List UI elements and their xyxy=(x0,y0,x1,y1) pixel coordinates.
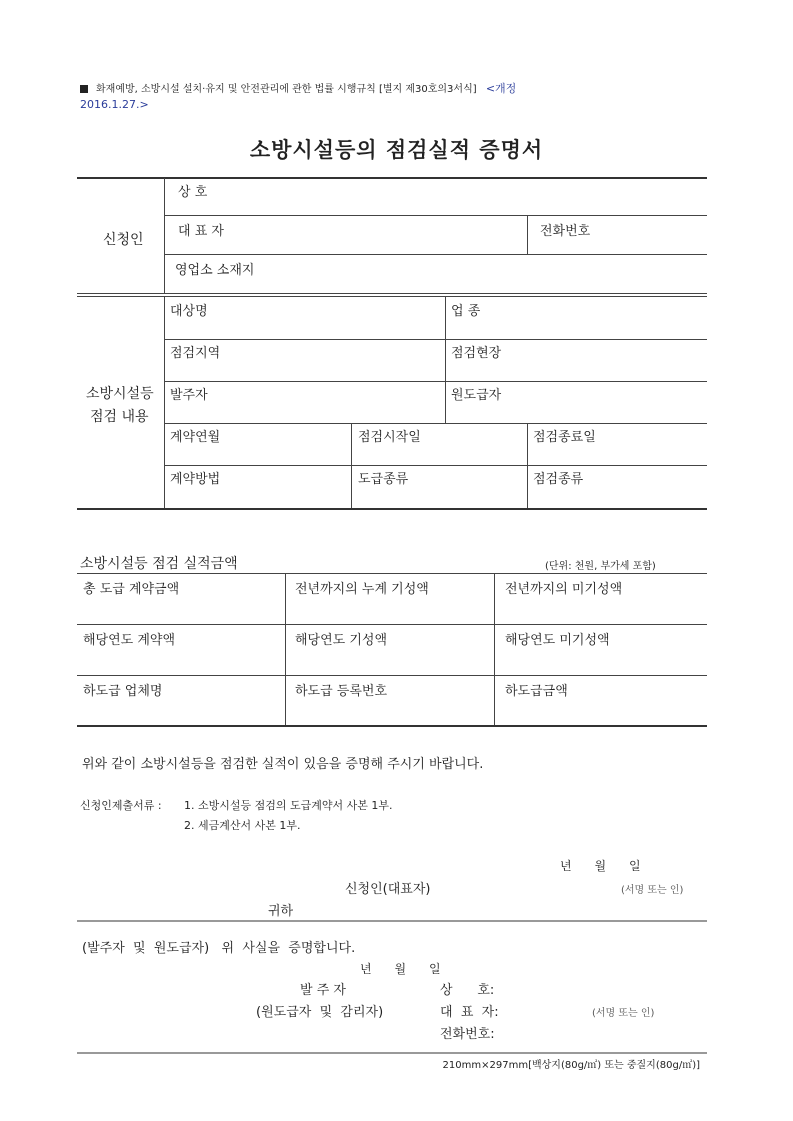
target-name-label: 대상명 xyxy=(170,304,208,319)
unit-note: (단위: 천원, 부가세 포함) xyxy=(545,561,656,572)
inspection-site-label: 점검현장 xyxy=(451,346,502,361)
regulation-header xyxy=(80,80,516,96)
applicant-sign-note: (서명 또는 인) xyxy=(621,885,684,896)
inspection-section-label-1: 소방시설등 xyxy=(86,386,154,402)
divider xyxy=(164,381,707,382)
application-date: 년 월 일 xyxy=(560,859,641,873)
office-location-label: 영업소 소재지 xyxy=(175,263,255,278)
inspection-type-label: 점검종류 xyxy=(533,472,584,487)
trade-name-label: 상 호 xyxy=(178,185,208,200)
revision-prefix: <개정 xyxy=(485,82,517,95)
amount-cell: 전년까지의 누계 기성액 xyxy=(295,582,429,597)
divider xyxy=(494,573,495,725)
contract-date-label: 계약연월 xyxy=(170,430,221,445)
amount-cell: 하도급금액 xyxy=(505,684,568,699)
prime-contractor-signature-label: (원도급자 및 감리자) xyxy=(256,1005,384,1020)
divider xyxy=(445,297,446,423)
divider xyxy=(77,920,707,922)
inspection-section-label-2: 점검 내용 xyxy=(90,409,149,425)
contract-method-label: 계약방법 xyxy=(170,472,221,487)
divider xyxy=(77,675,707,676)
start-date-label: 점검시작일 xyxy=(358,430,421,445)
divider xyxy=(77,508,707,510)
certification-date: 년 월 일 xyxy=(360,962,441,976)
document-title: 소방시설등의 점검실적 증명서 xyxy=(249,138,544,162)
divider xyxy=(77,725,707,727)
divider xyxy=(77,293,707,294)
amount-cell: 하도급 등록번호 xyxy=(295,684,388,699)
cert-sign-note: (서명 또는 인) xyxy=(592,1008,655,1019)
divider xyxy=(164,465,707,466)
cert-representative: 대 표 자: xyxy=(440,1005,499,1020)
cert-phone: 전화번호: xyxy=(440,1027,495,1042)
revision-date: 2016.1.27.> xyxy=(80,98,149,111)
amounts-heading: 소방시설등 점검 실적금액 xyxy=(80,556,238,572)
divider xyxy=(164,178,165,293)
amount-cell: 해당연도 기성액 xyxy=(295,633,388,648)
regulation-text: 화재예방, 소방시설 설치·유지 및 안전관리에 관한 법률 시행규칙 [별지 제30호의3서식] xyxy=(96,84,477,95)
divider xyxy=(285,573,286,725)
paper-spec-footer: 210mm×297mm[백상지(80g/㎡) 또는 중질지(80g/㎡)] xyxy=(442,1060,700,1071)
amount-cell: 하도급 업체명 xyxy=(83,684,163,699)
attachments-label: 신청인제출서류 : xyxy=(80,799,162,812)
phone-label: 전화번호 xyxy=(540,224,591,239)
business-type-label: 업 종 xyxy=(451,304,481,319)
cert-trade-name: 상 호: xyxy=(440,983,495,998)
divider xyxy=(527,423,528,508)
certification-statement: (발주자 및 원도급자) 위 사실을 증명합니다. xyxy=(82,941,356,956)
divider xyxy=(351,423,352,508)
divider xyxy=(164,254,707,255)
addressee: 귀하 xyxy=(268,904,294,919)
client-signature-label: 발 주 자 xyxy=(300,983,346,998)
representative-label: 대 표 자 xyxy=(178,224,224,239)
divider xyxy=(164,215,707,216)
attachment-item-2: 2. 세금계산서 사본 1부. xyxy=(184,819,301,832)
request-text: 위와 같이 소방시설등을 점검한 실적이 있음을 증명해 주시기 바랍니다. xyxy=(82,757,484,772)
amount-cell: 총 도급 계약금액 xyxy=(83,582,180,597)
square-bullet-icon xyxy=(80,85,88,93)
amount-cell: 해당연도 계약액 xyxy=(83,633,176,648)
divider xyxy=(77,1052,707,1054)
divider xyxy=(77,573,707,574)
attachment-item-1: 1. 소방시설등 점검의 도급계약서 사본 1부. xyxy=(184,799,393,812)
end-date-label: 점검종료일 xyxy=(533,430,596,445)
subcontract-type-label: 도급종류 xyxy=(358,472,409,487)
amount-cell: 전년까지의 미기성액 xyxy=(505,582,623,597)
amount-cell: 해당연도 미기성액 xyxy=(505,633,610,648)
prime-contractor-label: 원도급자 xyxy=(451,388,502,403)
divider xyxy=(164,297,165,508)
inspection-area-label: 점검지역 xyxy=(170,346,221,361)
divider xyxy=(527,215,528,254)
divider xyxy=(164,339,707,340)
applicant-signature-label: 신청인(대표자) xyxy=(345,882,431,897)
divider xyxy=(77,296,707,297)
divider xyxy=(77,624,707,625)
client-label: 발주자 xyxy=(170,388,208,403)
divider xyxy=(77,177,707,179)
divider xyxy=(164,423,707,424)
applicant-section-label: 신청인 xyxy=(103,232,144,248)
